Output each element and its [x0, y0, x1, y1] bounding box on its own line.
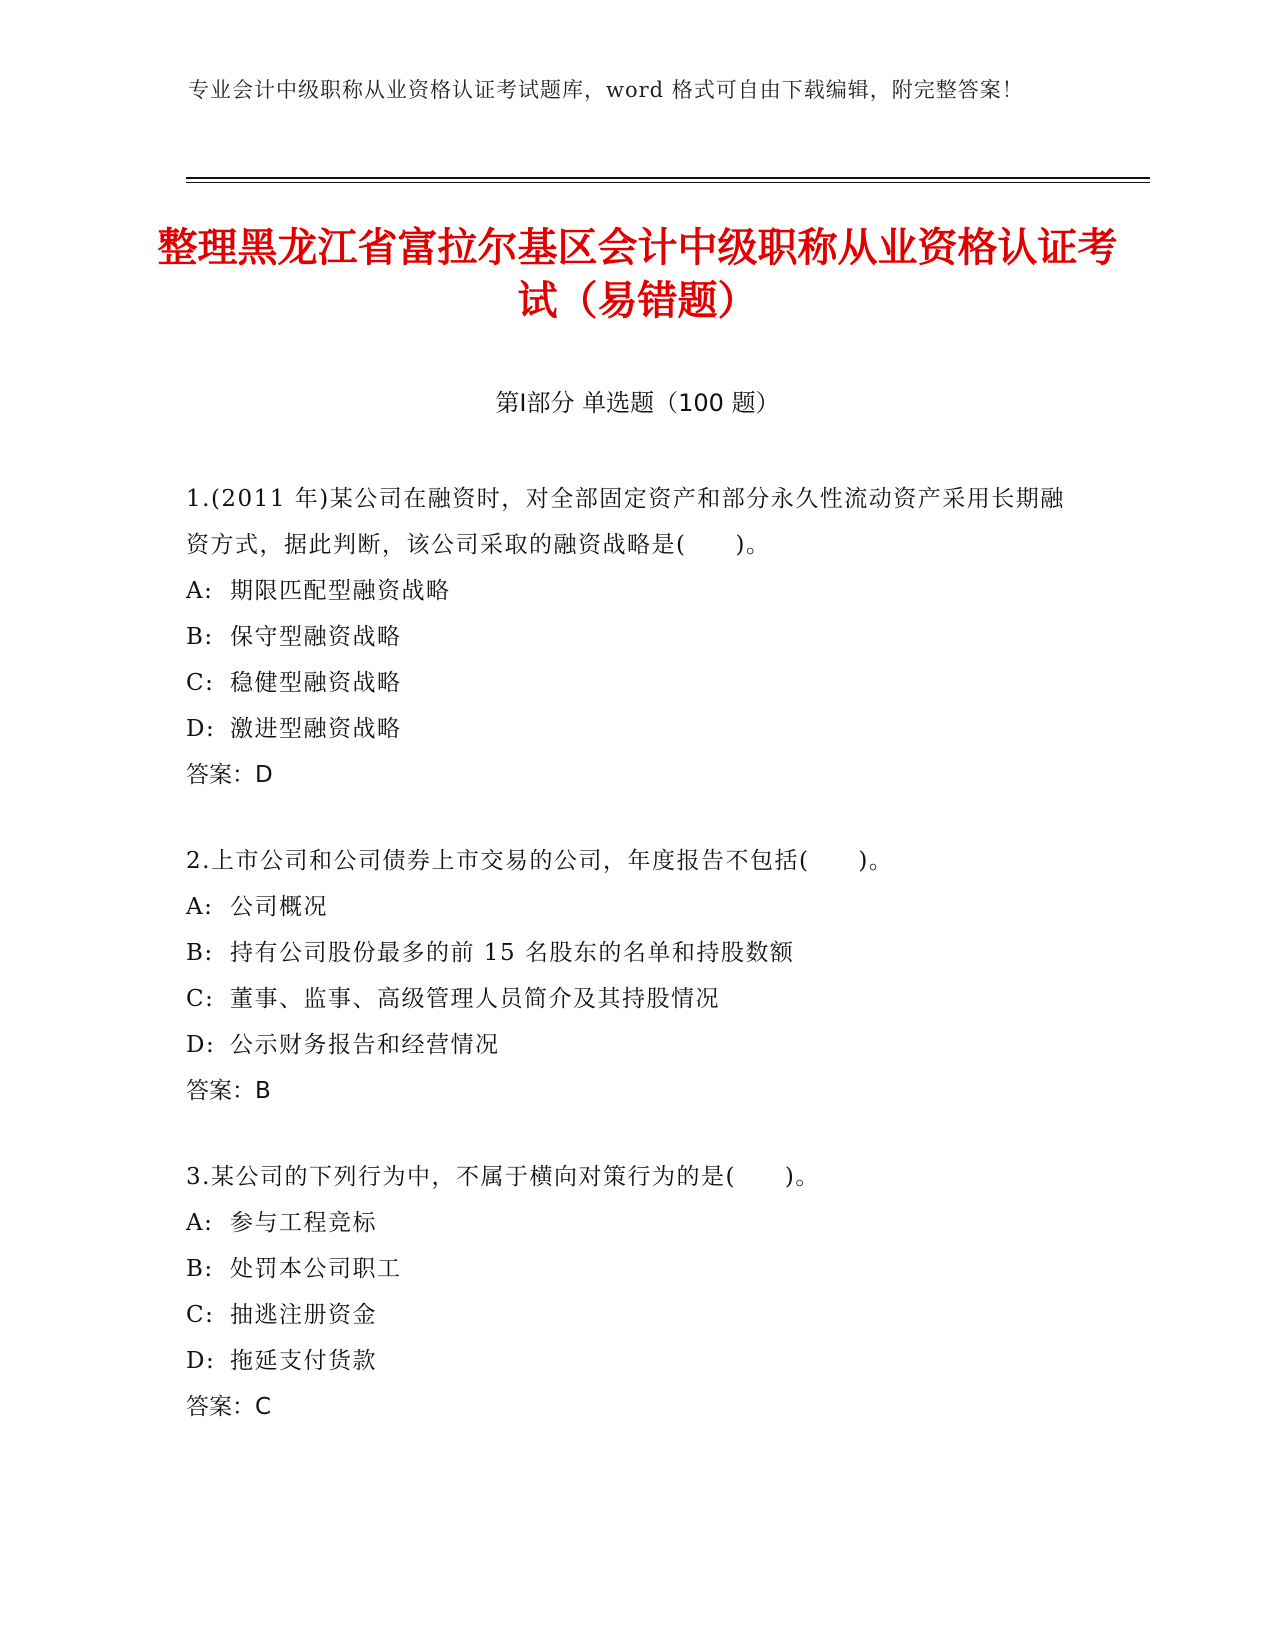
option-b: [186, 930, 1066, 976]
section-heading: 第Ⅰ部分 单选题（100 题）: [495, 389, 780, 417]
option-text: 拖延支付货款: [230, 1348, 377, 1374]
option-a: [186, 568, 1066, 614]
header-divider-thin: [186, 182, 1150, 183]
question-list: [186, 476, 1066, 1470]
option-c: [186, 660, 1066, 706]
option-d: [186, 1022, 1066, 1068]
option-letter: D:: [186, 716, 216, 742]
option-letter: B:: [186, 940, 214, 966]
header-note: 专业会计中级职称从业资格认证考试题库，word 格式可自由下载编辑，附完整答案！: [188, 78, 1024, 102]
question-stem: 2.上市公司和公司债券上市交易的公司，年度报告不包括( )。: [186, 848, 894, 874]
option-a: [186, 1200, 1066, 1246]
option-letter: C:: [186, 986, 215, 1012]
question-3: [186, 1154, 1066, 1430]
question-stem: 1.(2011 年)某公司在融资时，对全部固定资产和部分永久性流动资产采用长期融资方式，据此判断，该公司采取的融资战略是( )。: [186, 486, 1065, 558]
option-d: [186, 706, 1066, 752]
option-text: 处罚本公司职工: [230, 1256, 402, 1282]
option-letter: C:: [186, 670, 215, 696]
option-letter: A:: [186, 894, 214, 920]
option-letter: D:: [186, 1032, 216, 1058]
option-c: [186, 976, 1066, 1022]
header-divider-thick: [186, 177, 1150, 179]
option-letter: B:: [186, 624, 214, 650]
option-letter: D:: [186, 1348, 216, 1374]
option-text: 期限匹配型融资战略: [230, 578, 451, 604]
question-2: [186, 838, 1066, 1114]
option-b: [186, 614, 1066, 660]
document-title: 整理黑龙江省富拉尔基区会计中级职称从业资格认证考试（易错题）: [157, 225, 1118, 324]
option-letter: A:: [186, 578, 214, 604]
option-c: [186, 1292, 1066, 1338]
option-text: 稳健型融资战略: [230, 670, 402, 696]
option-a: [186, 884, 1066, 930]
question-stem: 3.某公司的下列行为中，不属于横向对策行为的是( )。: [186, 1164, 820, 1190]
option-b: [186, 1246, 1066, 1292]
option-text: 参与工程竞标: [230, 1210, 377, 1236]
option-text: 持有公司股份最多的前 15 名股东的名单和持股数额: [230, 940, 795, 966]
option-letter: B:: [186, 1256, 214, 1282]
option-letter: C:: [186, 1302, 215, 1328]
option-text: 保守型融资战略: [230, 624, 402, 650]
option-text: 公示财务报告和经营情况: [230, 1032, 500, 1058]
option-text: 抽逃注册资金: [230, 1302, 377, 1328]
option-letter: A:: [186, 1210, 214, 1236]
answer-line: 答案：D: [186, 762, 273, 788]
question-1: [186, 476, 1066, 798]
option-d: [186, 1338, 1066, 1384]
option-text: 激进型融资战略: [230, 716, 402, 742]
answer-line: 答案：C: [186, 1394, 272, 1420]
option-text: 公司概况: [230, 894, 328, 920]
answer-line: 答案：B: [186, 1078, 271, 1104]
option-text: 董事、监事、高级管理人员简介及其持股情况: [230, 986, 720, 1012]
